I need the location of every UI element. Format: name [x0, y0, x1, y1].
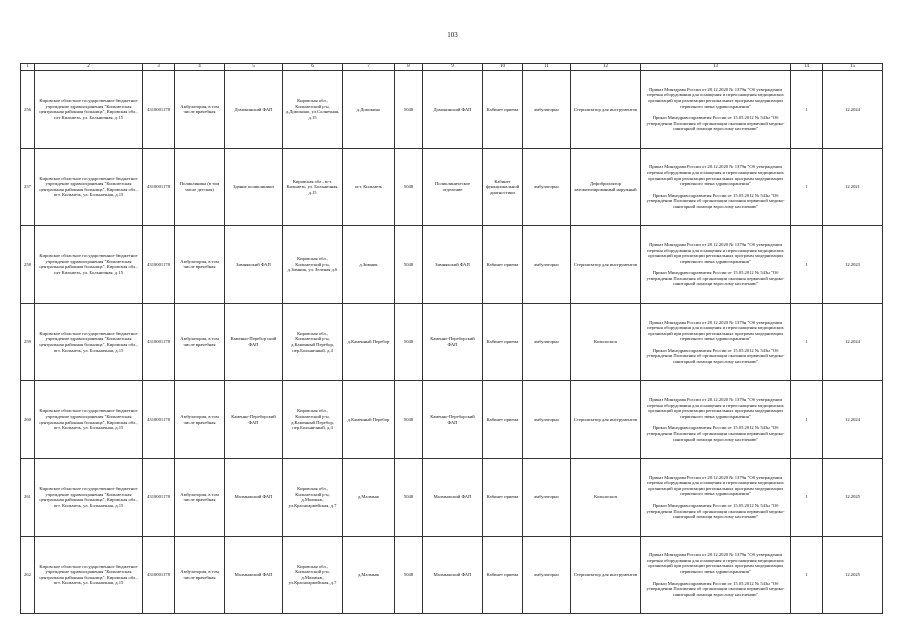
cell-organization: Кировское областное государственное бюджетное учреждение здравоохранения "Кильмезская центральная районная больница", Кировская обл., пгт. Кильмезь, ул. Больничная, д.15 [35, 148, 143, 226]
cell-quantity: 1 [791, 226, 823, 304]
cell-address: Кировская обл., пгт. Кильмезь, ул. Больничная, д.15 [283, 148, 343, 226]
cell-room: Кабинет приема [483, 381, 523, 459]
cell-facility-type: Амбулатория, в том числе врачебная [175, 381, 225, 459]
cell-inn: 4310001178 [143, 148, 175, 226]
cell-number: 258 [21, 226, 35, 304]
cell-room: Кабинет приема [483, 303, 523, 381]
cell-care-form: амбулаторно [523, 148, 571, 226]
column-header-5: 5 [225, 64, 283, 71]
legal-basis-order-543: Приказ Минздравсоцразвития России от 15.05.2012 № 543н "Об утверждении Положения об организации оказания первичной медико-санитарной помощи взрослому населению" [646, 270, 785, 287]
cell-facility-type: Амбулатория, в том числе врачебная [175, 458, 225, 536]
cell-unit: Малмыжский ФАП [225, 536, 283, 614]
column-header-13: 13 [641, 64, 791, 71]
cell-unit: Зимнякский ФАП [225, 226, 283, 304]
cell-settlement: д.Малмыж [343, 536, 395, 614]
legal-basis-order-543: Приказ Минздравсоцразвития России от 15.05.2012 № 543н "Об утверждении Положения об организации оказания первичной медико-санитарной помощи взрослому населению" [646, 347, 785, 365]
cell-code: 5048 [395, 148, 423, 226]
cell-equipment: Стерилизатор для инструментов [571, 536, 641, 614]
cell-address: Кировская обл., Кильмезский р-н, д.Малмыж, ул.Красноармейская, д.7 [283, 458, 343, 536]
cell-date: 12.2025 [823, 458, 883, 536]
cell-care-form: амбулаторно [523, 458, 571, 536]
legal-basis-order-543: Приказ Минздравсоцразвития России от 15.05.2012 № 543н "Об утверждении Положения об организации оказания первичной медико-санитарной помощи взрослому населению" [646, 580, 785, 597]
cell-number: 262 [21, 536, 35, 614]
cell-organization: Кировское областное государственное бюджетное учреждение здравоохранения "Кильмезская центральная районная больница", Кировская обл., пгт. Кильмезь, ул. Больничная, д.15 [35, 536, 143, 614]
cell-quantity: 1 [791, 381, 823, 459]
table-row [21, 71, 883, 149]
cell-date: 12.2024 [823, 381, 883, 459]
cell-inn: 4310001178 [143, 381, 175, 459]
cell-code: 5048 [395, 303, 423, 381]
table-row [21, 381, 883, 459]
cell-equipment: Кольпоскоп [571, 458, 641, 536]
cell-settlement: д.Домокино [343, 71, 395, 149]
cell-department: Малмыжский ФАП [423, 536, 483, 614]
cell-settlement: д.Малмыж [343, 458, 395, 536]
column-header-4: 4 [175, 64, 225, 71]
legal-basis-order-1379: Приказ Минздрава России от 28.12.2020 № 1379н "Об утверждении перечня оборудования для оснащения и переоснащения медицинских организаций при реализации региональных программ модернизации первичного звена здравоохранения" [647, 474, 784, 497]
cell-inn: 4310001178 [143, 536, 175, 614]
legal-basis-order-543: Приказ Минздравсоцразвития России от 15.05.2012 № 543н "Об утверждении Положения об организации оказания первичной медико-санитарной помощи взрослому населению" [646, 503, 785, 520]
cell-address: Кировская обл., Кильмезский р-н, д.Зимник, ул. Зеленая д.6 [283, 226, 343, 304]
column-header-14: 14 [791, 64, 823, 71]
table-row [21, 458, 883, 536]
column-header-1: 1 [21, 64, 35, 71]
cell-number: 261 [21, 458, 35, 536]
cell-department: Каменно-Переборский ФАП [423, 381, 483, 459]
cell-code: 5048 [395, 458, 423, 536]
legal-basis-order-1379: Приказ Минздрава России от 28.12.2020 № 1379н "Об утверждении перечня оборудования для оснащения и переоснащения медицинских организаций при реализации региональных программ модернизации первичного звена здравоохранения" [647, 164, 784, 187]
table-row [21, 303, 883, 381]
cell-legal-basis [641, 148, 791, 226]
cell-organization: Кировское областное государственное бюджетное учреждение здравоохранения "Кильмезская центральная районная больница", Кировская обл., пгт. Кильмезь, ул. Больничная, д.15 [35, 458, 143, 536]
cell-code: 5048 [395, 71, 423, 149]
legal-basis-order-1379: Приказ Минздрава России от 28.12.2020 № 1379н "Об утверждении перечня оборудования для оснащения и переоснащения медицинских организаций при реализации региональных программ модернизации первичного звена здравоохранения" [647, 86, 784, 109]
cell-legal-basis [641, 226, 791, 304]
table-row [21, 536, 883, 614]
legal-basis-order-543: Приказ Минздравсоцразвития России от 15.05.2012 № 543н "Об утверждении Положения об организации оказания первичной медико-санитарной помощи взрослому населению" [646, 192, 785, 209]
cell-unit: Каменно-Перебор ский ФАП [225, 303, 283, 381]
cell-date: 12.2021 [823, 148, 883, 226]
column-header-11: 11 [523, 64, 571, 71]
cell-quantity: 1 [791, 536, 823, 614]
cell-quantity: 1 [791, 303, 823, 381]
column-header-2: 2 [35, 64, 143, 71]
page-number: 103 [447, 31, 458, 39]
cell-settlement: пгт. Кильмезь [343, 148, 395, 226]
column-header-9: 9 [423, 64, 483, 71]
cell-care-form: амбулаторно [523, 303, 571, 381]
cell-unit: Малмыжский ФАП [225, 458, 283, 536]
cell-number: 260 [21, 381, 35, 459]
table-row [21, 148, 883, 226]
legal-basis-order-1379: Приказ Минздрава России от 28.12.2020 № 1379н "Об утверждении перечня оборудования для оснащения и переоснащения медицинских организаций при реализации региональных программ модернизации первичного звена здравоохранения" [647, 241, 784, 264]
cell-inn: 4310001178 [143, 71, 175, 149]
column-header-8: 8 [395, 64, 423, 71]
cell-quantity: 1 [791, 458, 823, 536]
cell-facility-type: Амбулатория, в том числе врачебная [175, 303, 225, 381]
cell-quantity: 1 [791, 148, 823, 226]
cell-equipment: Стерилизатор для инструментов [571, 381, 641, 459]
cell-department: Зимнякский ФАП [423, 226, 483, 304]
column-header-7: 7 [343, 64, 395, 71]
cell-department: Каменно-Переборский ФАП [423, 303, 483, 381]
cell-facility-type: Поликлиника (в том числе детская) [175, 148, 225, 226]
cell-date: 12.2023 [823, 226, 883, 304]
header-row [21, 64, 883, 71]
cell-legal-basis [641, 536, 791, 614]
column-header-10: 10 [483, 64, 523, 71]
cell-department: Поликлиническое отделение [423, 148, 483, 226]
cell-inn: 4310001178 [143, 226, 175, 304]
cell-equipment: Стерилизатор для инструментов [571, 71, 641, 149]
legal-basis-order-543: Приказ Минздравсоцразвития России от 15.05.2012 № 543н "Об утверждении Положения об организации оказания первичной медико-санитарной помощи взрослому населению" [646, 425, 785, 442]
cell-code: 5048 [395, 536, 423, 614]
cell-quantity: 1 [791, 71, 823, 149]
cell-equipment: Стерилизатор для инструментов [571, 226, 641, 304]
cell-date: 12.2024 [823, 71, 883, 149]
cell-room: Кабинет приема [483, 71, 523, 149]
cell-room: Кабинет функциональной диагностики [483, 148, 523, 226]
cell-organization: Кировское областное государственное бюджетное учреждение здравоохранения "Кильмезская центральная районная больница", Кировская обл., пгт. Кильмезь, ул. Больничная, д.15 [35, 381, 143, 459]
cell-facility-type: Амбулатория, в том числе врачебная [175, 536, 225, 614]
legal-basis-order-1379: Приказ Минздрава России от 28.12.2020 № 1379н "Об утверждении перечня оборудования для оснащения и переоснащения медицинских организаций при реализации региональных программ модернизации первичного звена здравоохранения" [647, 319, 784, 342]
cell-facility-type: Амбулатория, в том числе врачебная [175, 226, 225, 304]
column-header-3: 3 [143, 64, 175, 71]
cell-inn: 4310001178 [143, 303, 175, 381]
cell-equipment: Дефибриллятор автоматизированный наружный [571, 148, 641, 226]
cell-legal-basis [641, 303, 791, 381]
cell-department: Малмыжский ФАП [423, 458, 483, 536]
cell-unit: Домокинский ФАП [225, 71, 283, 149]
equipment-register-table [20, 63, 883, 614]
cell-number: 256 [21, 71, 35, 149]
cell-facility-type: Амбулатория, в том числе врачебная [175, 71, 225, 149]
legal-basis-order-1379: Приказ Минздрава России от 28.12.2020 № 1379н "Об утверждении перечня оборудования для оснащения и переоснащения медицинских организаций при реализации региональных программ модернизации первичного звена здравоохранения" [647, 397, 784, 419]
cell-address: Кировская обл., Кильмезский р-н, д.Каменный Перебор, пер.Больничный, д.4 [283, 303, 343, 381]
cell-room: Кабинет приема [483, 458, 523, 536]
cell-legal-basis [641, 71, 791, 149]
cell-number: 259 [21, 303, 35, 381]
cell-legal-basis [641, 381, 791, 459]
cell-equipment: Кольпоскоп [571, 303, 641, 381]
cell-settlement: д.Каменный Перебор [343, 303, 395, 381]
cell-unit: Здание поликлиники [225, 148, 283, 226]
cell-date: 12.2024 [823, 303, 883, 381]
cell-settlement: д.Каменный Перебор [343, 381, 395, 459]
cell-unit: Каменно-Переборский ФАП [225, 381, 283, 459]
cell-date: 12.2025 [823, 536, 883, 614]
cell-address: Кировская обл., Кильмезский р-н, д.Малмыж, ул.Красноармейская, д.7 [283, 536, 343, 614]
cell-inn: 4310001178 [143, 458, 175, 536]
cell-care-form: амбулаторно [523, 226, 571, 304]
cell-address: Кировская обл., Кильмезский р-н, д.Каменный Перебор, пер.Больничный, д.4 [283, 381, 343, 459]
column-header-15: 15 [823, 64, 883, 71]
legal-basis-order-1379: Приказ Минздрава России от 28.12.2020 № 1379н "Об утверждении перечня оборудования для оснащения и переоснащения медицинских организаций при реализации региональных программ модернизации первичного звена здравоохранения" [647, 552, 784, 575]
cell-address: Кировская обл., Кильмезский р-н, д.Домокино, ул.Солнечная, д.15 [283, 71, 343, 149]
cell-legal-basis [641, 458, 791, 536]
cell-room: Кабинет приема [483, 536, 523, 614]
cell-room: Кабинет приема [483, 226, 523, 304]
cell-number: 257 [21, 148, 35, 226]
column-header-12: 12 [571, 64, 641, 71]
table-row [21, 226, 883, 304]
cell-code: 5048 [395, 381, 423, 459]
cell-care-form: амбулаторно [523, 381, 571, 459]
cell-care-form: амбулаторно [523, 536, 571, 614]
cell-organization: Кировское областное государственное бюджетное учреждение здравоохранения "Кильмезская центральная районная больница", Кировская обл., пгт Кильмезь, ул. Больничная, д.15 [35, 226, 143, 304]
cell-department: Домокинский ФАП [423, 71, 483, 149]
cell-settlement: д.Зимник [343, 226, 395, 304]
column-header-6: 6 [283, 64, 343, 71]
cell-organization: Кировское областное государственное бюджетное учреждение здравоохранения "Кильмезская центральная районная больница", Кировская обл., пгт. Кильмезь, ул. Больничная, д.15 [35, 303, 143, 381]
cell-code: 5048 [395, 226, 423, 304]
cell-care-form: амбулаторно [523, 71, 571, 149]
legal-basis-order-543: Приказ Минздравсоцразвития России от 15.05.2012 № 543н "Об утверждении Положения об организации оказания первичной медико-санитарной помощи взрослому населению" [646, 115, 785, 132]
cell-organization: Кировское областное государственное бюджетное учреждение здравоохранения "Кильмезская центральная районная больница", Кировская обл., пгт Кильмезь, ул. Больничная, д.15 [35, 71, 143, 149]
